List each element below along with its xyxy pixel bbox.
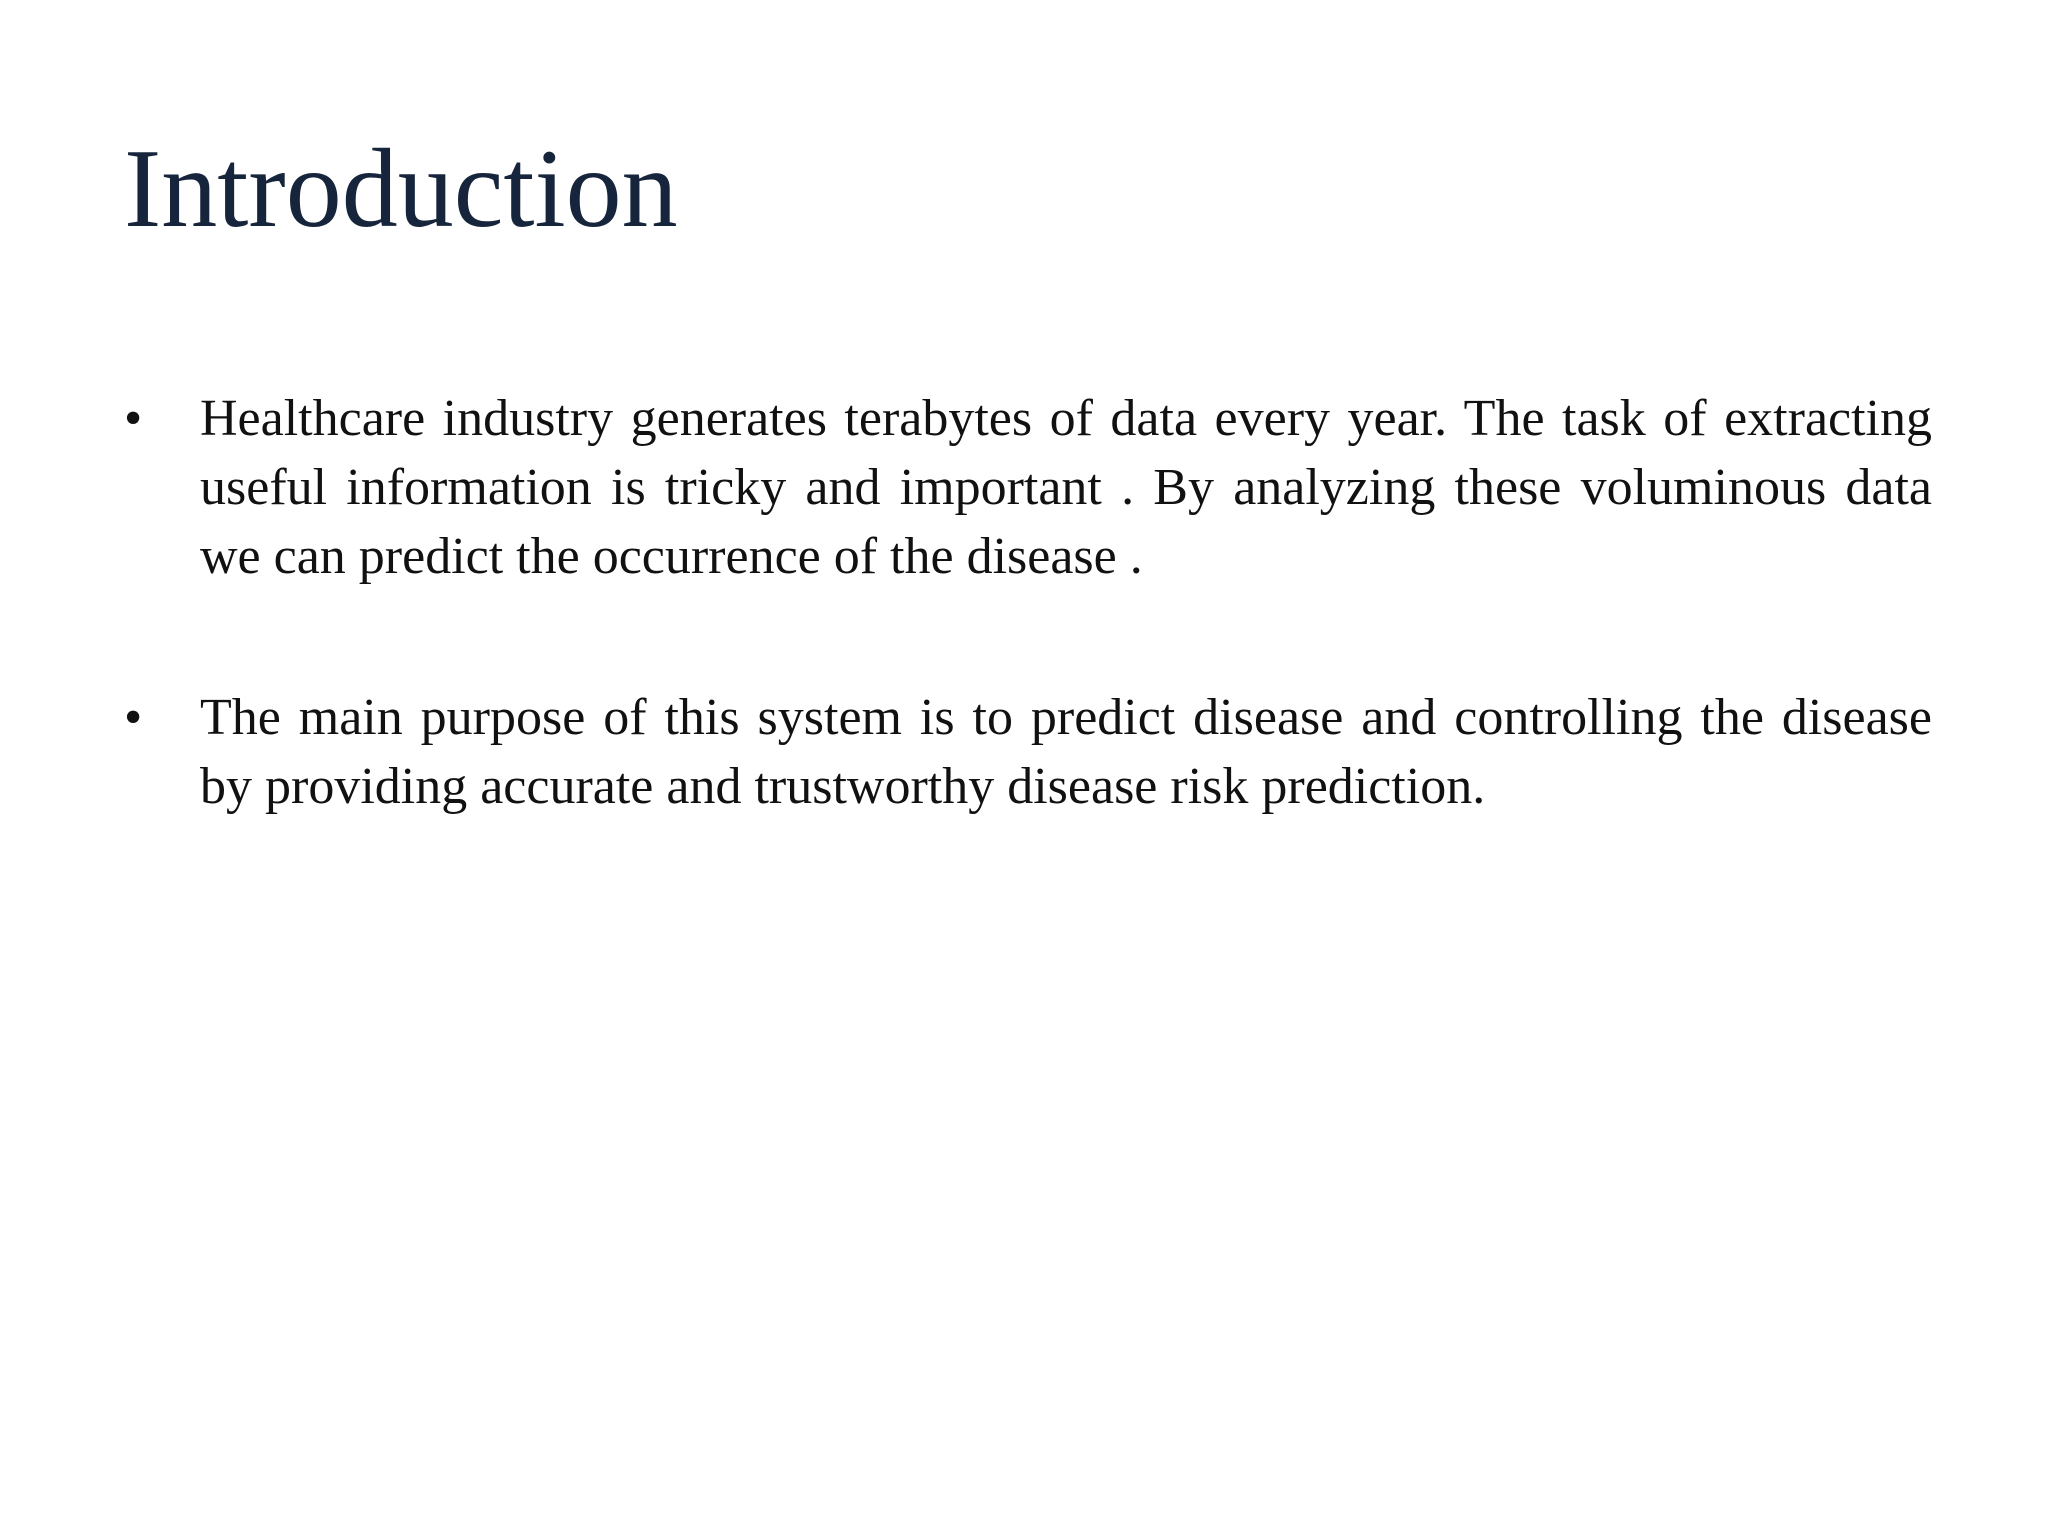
bullet-point-icon: •	[124, 689, 143, 746]
bullet-list	[124, 384, 1932, 913]
bullet-text: Healthcare industry generates terabytes of data every year. The task of extracting useful information is tricky and important . By analyzing these voluminous data we can predict the occurrence of the disease .	[200, 390, 1932, 585]
bullet-point-icon: •	[124, 390, 143, 447]
bullet-text: The main purpose of this system is to predict disease and controlling the disease by providing accurate and trustworthy disease risk prediction.	[200, 689, 1932, 815]
bullet-item	[124, 683, 1932, 821]
slide-title: Introduction	[124, 127, 678, 251]
bullet-item	[124, 384, 1932, 591]
